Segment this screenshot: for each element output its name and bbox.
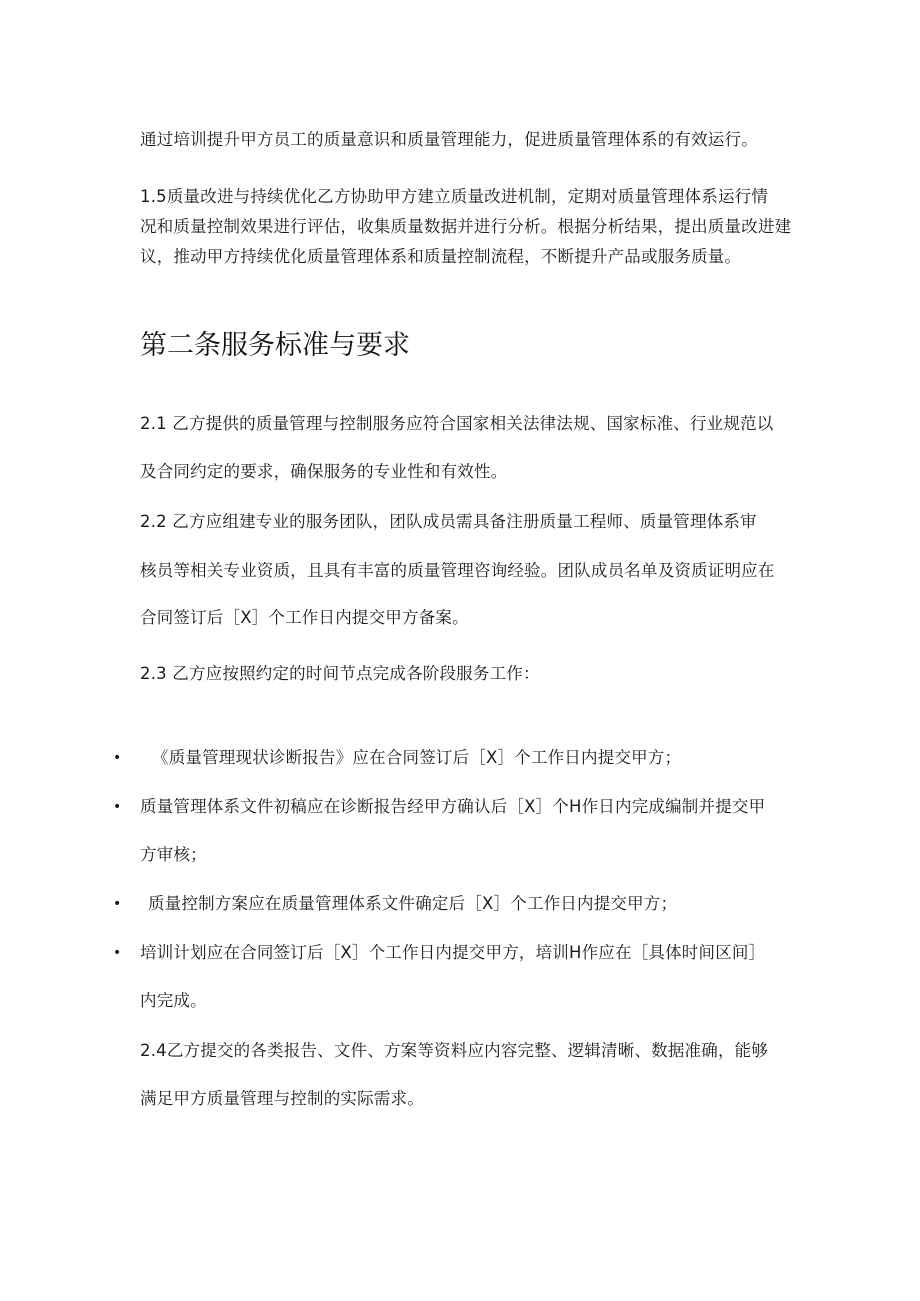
bullet-item-system-docs-line-1: 质量管理体系文件初稿应在诊断报告经甲方确认后［X］个H作日内完成编制并提交甲 [140,797,766,816]
bullet-marker: • [113,896,122,912]
clause-2-2-line-3: 合同签订后［X］个工作日内提交甲方备案。 [140,608,469,627]
bullet-item-training-plan-line-2: 内完成。 [140,991,207,1010]
clause-2-1-line-1: 2.1 乙方提供的质量管理与控制服务应符合国家相关法律法规、国家标准、行业规范以 [140,414,774,433]
clause-1-5-line-1: 1.5质量改进与持续优化乙方协助甲方建立质量改进机制，定期对质量管理体系运行情 [140,187,769,206]
clause-1-5-line-3: 议，推动甲方持续优化质量管理体系和质量控制流程，不断提升产品或服务质量。 [140,247,742,266]
clause-2-1-line-2: 及合同约定的要求，确保服务的专业性和有效性。 [140,462,508,481]
clause-2-2-line-1: 2.2 乙方应组建专业的服务团队，团队成员需具备注册质量工程师、质量管理体系审 [140,512,757,531]
bullet-item-system-docs-line-2: 方审核； [140,845,207,864]
paragraph-training-intro: 通过培训提升甲方员工的质量意识和质量管理能力，促进质量管理体系的有效运行。 [140,130,758,149]
section-heading-article-2: 第二条服务标准与要求 [140,330,410,361]
bullet-item-training-plan-line-1: 培训计划应在合同签订后［X］个工作日内提交甲方，培训H作应在［具体时间区间］ [140,943,766,962]
clause-2-4-line-1: 2.4乙方提交的各类报告、文件、方案等资料应内容完整、逻辑清晰、数据准确，能够 [140,1041,769,1060]
bullet-marker: • [113,799,122,815]
clause-2-2-line-2: 核员等相关专业资质，且具有丰富的质量管理咨询经验。团队成员名单及资质证明应在 [140,561,775,580]
clause-2-3: 2.3 乙方应按照约定的时间节点完成各阶段服务工作： [140,664,540,683]
bullet-item-control-plan: 质量控制方案应在质量管理体系文件确定后［X］个工作日内提交甲方； [148,894,678,913]
bullet-marker: • [113,945,122,961]
clause-2-4-line-2: 满足甲方质量管理与控制的实际需求。 [140,1089,424,1108]
bullet-item-diagnosis-report: 《质量管理现状诊断报告》应在合同签订后［X］个工作日内提交甲方； [152,748,682,767]
clause-1-5-line-2: 况和质量控制效果进行评估，收集质量数据并进行分析。根据分析结果，提出质量改进建 [140,217,792,236]
bullet-marker: • [113,750,122,766]
